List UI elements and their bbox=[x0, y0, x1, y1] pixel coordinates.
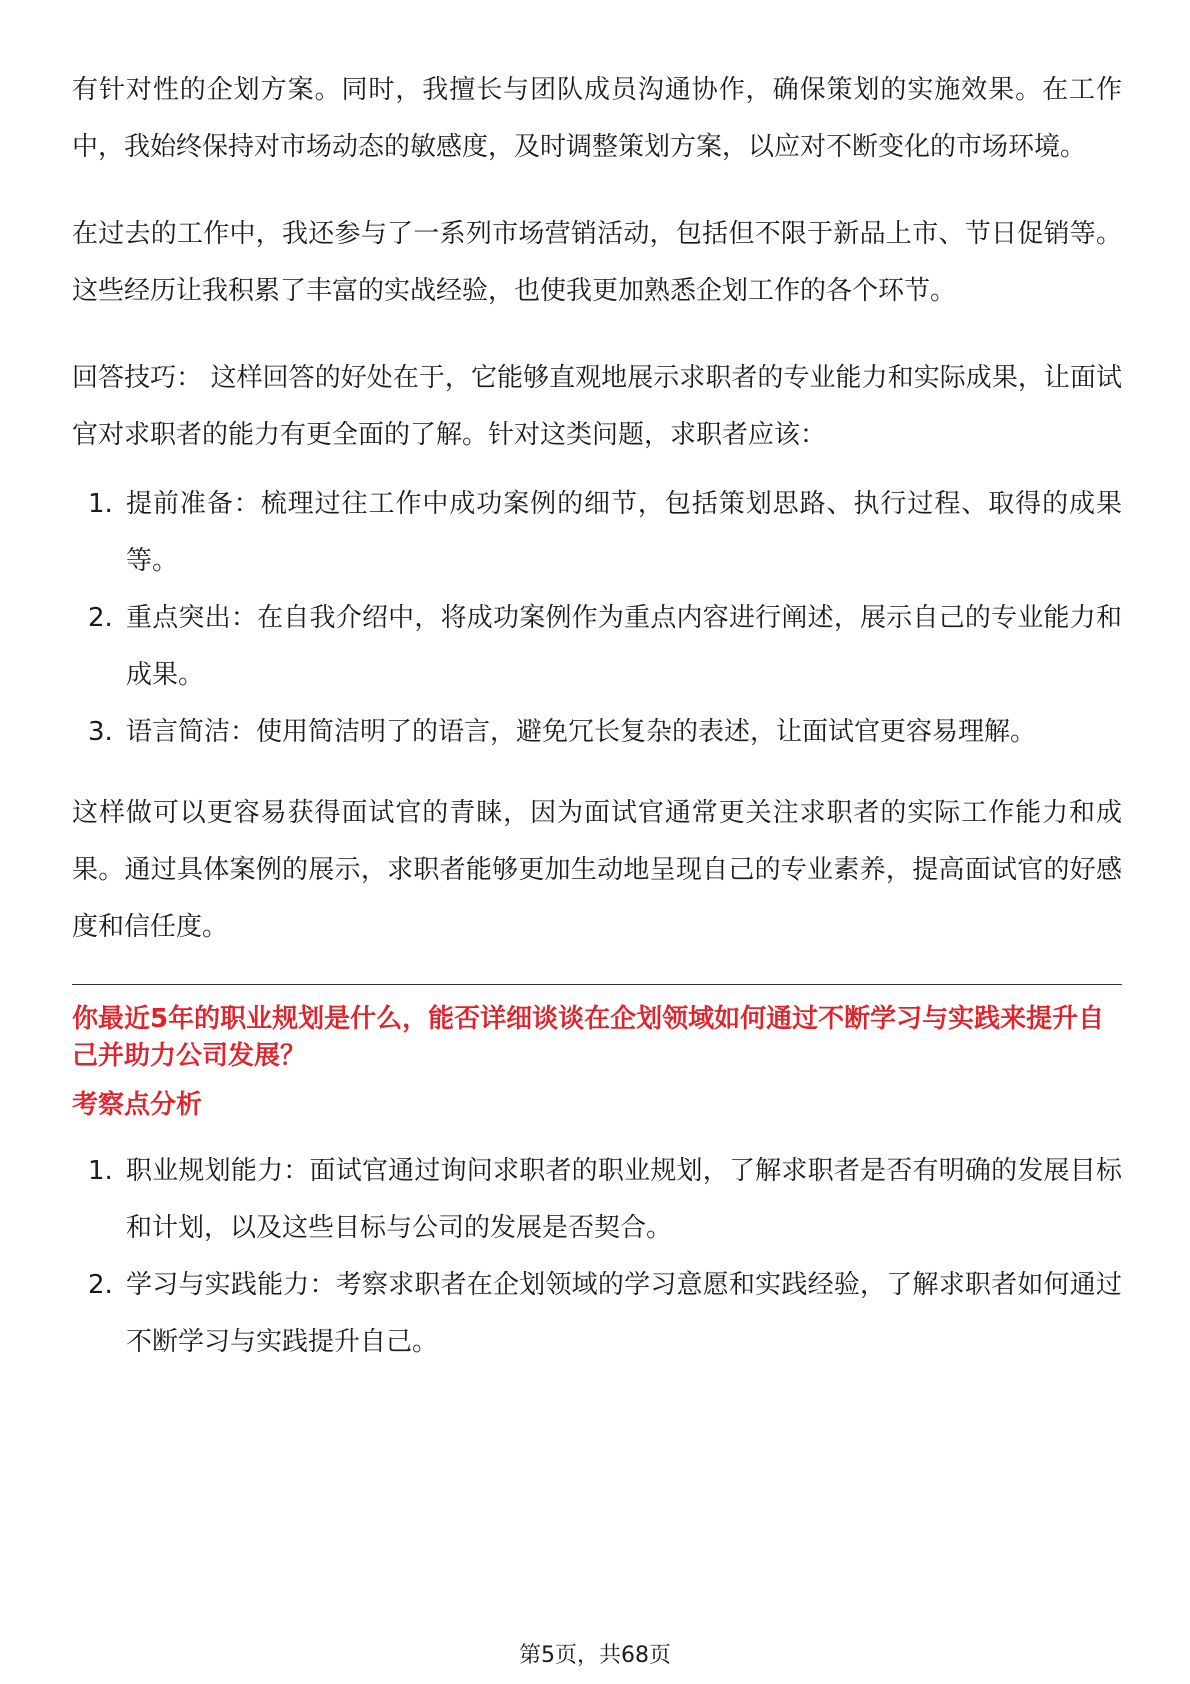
page-content bbox=[72, 62, 1122, 1371]
tips-list bbox=[72, 476, 1122, 761]
list-number: 2. bbox=[88, 603, 113, 633]
list-item-text: 职业规划能力：面试官通过询问求职者的职业规划，了解求职者是否有明确的发展目标和计划，以及这些目标与公司的发展是否契合。 bbox=[126, 1156, 1122, 1243]
analysis-list bbox=[72, 1143, 1122, 1371]
closing-paragraph: 这样做可以更容易获得面试官的青睐，因为面试官通常更关注求职者的实际工作能力和成果。通过具体案例的展示，求职者能够更加生动地呈现自己的专业素养，提高面试官的好感度和信任度。 bbox=[72, 798, 1122, 942]
list-number: 1. bbox=[88, 489, 113, 519]
list-item bbox=[72, 590, 1122, 704]
interview-question: 你最近5年的职业规划是什么，能否详细谈谈在企划领域如何通过不断学习与实践来提升自己并助力公司发展？ bbox=[72, 1004, 1105, 1071]
list-item bbox=[72, 704, 1122, 761]
body-paragraph: 有针对性的企划方案。同时，我擅长与团队成员沟通协作，确保策划的实施效果。在工作中，我始终保持对市场动态的敏感度，及时调整策划方案，以应对不断变化的市场环境。 bbox=[72, 75, 1122, 162]
answer-tips-paragraph: 回答技巧： 这样回答的好处在于，它能够直观地展示求职者的专业能力和实际成果，让面试官对求职者的能力有更全面的了解。针对这类问题，求职者应该： bbox=[72, 363, 1122, 450]
list-item bbox=[72, 476, 1122, 590]
list-number: 3. bbox=[88, 717, 113, 747]
list-item bbox=[72, 1257, 1122, 1371]
list-item-text: 语言简洁：使用简洁明了的语言，避免冗长复杂的表述，让面试官更容易理解。 bbox=[126, 717, 1037, 747]
list-item bbox=[72, 1143, 1122, 1257]
list-item-text: 学习与实践能力：考察求职者在企划领域的学习意愿和实践经验，了解求职者如何通过不断学习与实践提升自己。 bbox=[126, 1270, 1122, 1357]
page-number-footer: 第5页，共68页 bbox=[519, 1643, 671, 1668]
list-number: 1. bbox=[88, 1156, 113, 1186]
list-number: 2. bbox=[88, 1270, 113, 1300]
list-item-text: 重点突出：在自我介绍中，将成功案例作为重点内容进行阐述，展示自己的专业能力和成果。 bbox=[126, 603, 1122, 690]
list-item-text: 提前准备：梳理过往工作中成功案例的细节，包括策划思路、执行过程、取得的成果等。 bbox=[126, 489, 1122, 576]
analysis-heading: 考察点分析 bbox=[72, 1090, 203, 1120]
body-paragraph: 在过去的工作中，我还参与了一系列市场营销活动，包括但不限于新品上市、节日促销等。这些经历让我积累了丰富的实战经验，也使我更加熟悉企划工作的各个环节。 bbox=[72, 219, 1122, 306]
